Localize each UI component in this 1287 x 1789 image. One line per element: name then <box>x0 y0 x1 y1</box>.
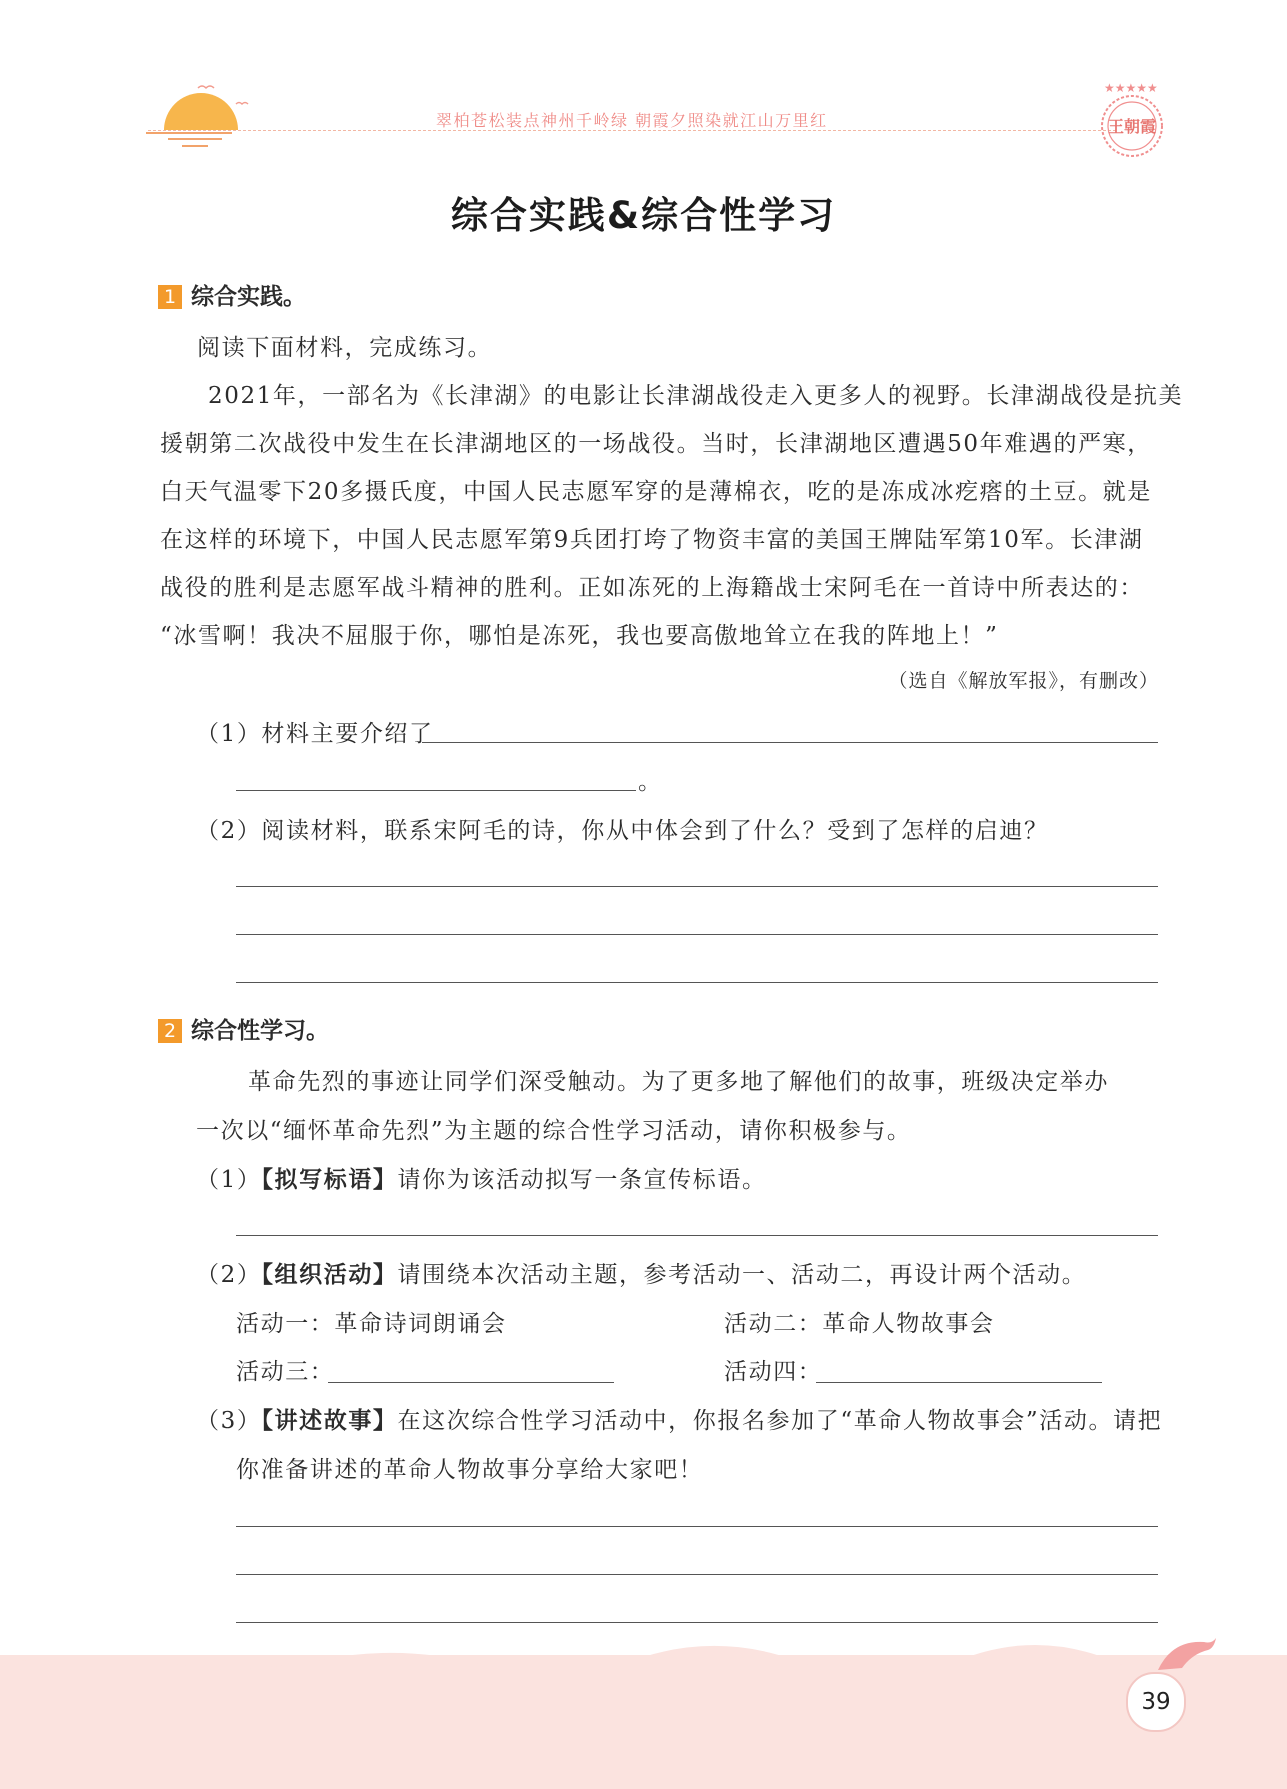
s2-question-3-cont: 你准备讲述的革命人物故事分享给大家吧！ <box>236 1457 704 1483</box>
s2-question-3 <box>196 1402 1162 1435</box>
section1-number: 1 <box>158 285 182 309</box>
activity-4: 活动四： <box>724 1359 823 1385</box>
s1-question-2: （2）阅读材料，联系宋阿毛的诗，你从中体会到了什么？受到了怎样的启迪？ <box>196 818 1049 844</box>
s1-q2-answer-line-2[interactable] <box>236 934 1158 935</box>
sunset-logo <box>146 76 256 156</box>
s1-q2-answer-line-1[interactable] <box>236 886 1158 887</box>
activity-1: 活动一：革命诗词朗诵会 <box>236 1311 507 1337</box>
passage-line-3: 白天气温零下20多摄氏度，中国人民志愿军穿的是薄棉衣，吃的是冻成冰疙瘩的土豆。就是 <box>160 479 1152 505</box>
s1-q1-answer-line-2[interactable] <box>236 790 636 791</box>
activity-3-answer-line[interactable] <box>328 1382 614 1383</box>
seal-text: 王朝霞 <box>1107 117 1156 136</box>
svg-text:★★★★★: ★★★★★ <box>1104 81 1158 95</box>
s2-q3-text: 在这次综合性学习活动中，你报名参加了“革命人物故事会”活动。请把 <box>397 1408 1163 1434</box>
section2-title: 综合性学习。 <box>191 1018 329 1044</box>
section2-heading <box>158 1012 329 1045</box>
passage-line-4: 在这样的环境下，中国人民志愿军第9兵团打垮了物资丰富的美国王牌陆军第10军。长津湖 <box>160 527 1144 553</box>
page-title: 综合实践&综合性学习 <box>450 194 837 237</box>
section1-title: 综合实践。 <box>191 284 306 310</box>
page-number-badge <box>1126 1672 1186 1732</box>
s1-q1-answer-line-1[interactable] <box>422 742 1158 743</box>
footer-waves <box>0 1640 1287 1680</box>
s2-q1-tag: 【拟写标语】 <box>261 1167 398 1193</box>
passage-source: （选自《解放军报》，有删改） <box>888 670 1159 692</box>
s2-q2-num: （2） <box>196 1262 262 1288</box>
page-number: 39 <box>1141 1689 1171 1715</box>
s2-question-2 <box>196 1256 1086 1289</box>
section2-intro-line-1: 革命先烈的事迹让同学们深受触动。为了更多地了解他们的故事，班级决定举办 <box>248 1069 1109 1095</box>
section2-number: 2 <box>158 1019 182 1043</box>
s2-q3-answer-line-2[interactable] <box>236 1574 1158 1575</box>
passage-line-6: “冰雪啊！我决不屈服于你，哪怕是冻死，我也要高傲地耸立在我的阵地上！” <box>160 623 999 649</box>
s2-q2-text: 请围绕本次活动主题，参考活动一、活动二，再设计两个活动。 <box>397 1262 1087 1288</box>
s2-q1-num: （1） <box>196 1167 262 1193</box>
passage-line-2: 援朝第二次战役中发生在长津湖地区的一场战役。当时，长津湖地区遭遇50年难遇的严寒， <box>160 431 1152 457</box>
s1-question-1: （1）材料主要介绍了 <box>196 721 434 747</box>
s1-q1-end-mark: 。 <box>638 769 663 795</box>
s2-q3-tag: 【讲述故事】 <box>261 1408 398 1434</box>
section1-heading <box>158 278 306 311</box>
activity-3: 活动三： <box>236 1359 335 1385</box>
s2-q1-answer-line[interactable] <box>236 1235 1158 1236</box>
activity-4-answer-line[interactable] <box>816 1382 1102 1383</box>
s2-q3-answer-line-1[interactable] <box>236 1526 1158 1527</box>
s2-q1-text: 请你为该活动拟写一条宣传标语。 <box>397 1167 767 1193</box>
passage-line-1: 2021年，一部名为《长津湖》的电影让长津湖战役走入更多人的视野。长津湖战役是抗美 <box>208 383 1184 409</box>
s2-q2-tag: 【组织活动】 <box>261 1262 398 1288</box>
activity-2: 活动二：革命人物故事会 <box>724 1311 995 1337</box>
section2-intro-line-2: 一次以“缅怀革命先烈”为主题的综合性学习活动，请你积极参与。 <box>196 1118 912 1144</box>
s2-question-1 <box>196 1161 767 1194</box>
author-seal <box>1092 78 1172 164</box>
s1-q2-answer-line-3[interactable] <box>236 982 1158 983</box>
header-motto: 翠柏苍松装点神州千岭绿 朝霞夕照染就江山万里红 <box>436 111 828 130</box>
s2-q3-answer-line-3[interactable] <box>236 1622 1158 1623</box>
section1-intro: 阅读下面材料，完成练习。 <box>197 335 493 361</box>
passage-line-5: 战役的胜利是志愿军战斗精神的胜利。正如冻死的上海籍战士宋阿毛在一首诗中所表达的： <box>160 575 1144 601</box>
s2-q3-num: （3） <box>196 1408 262 1434</box>
